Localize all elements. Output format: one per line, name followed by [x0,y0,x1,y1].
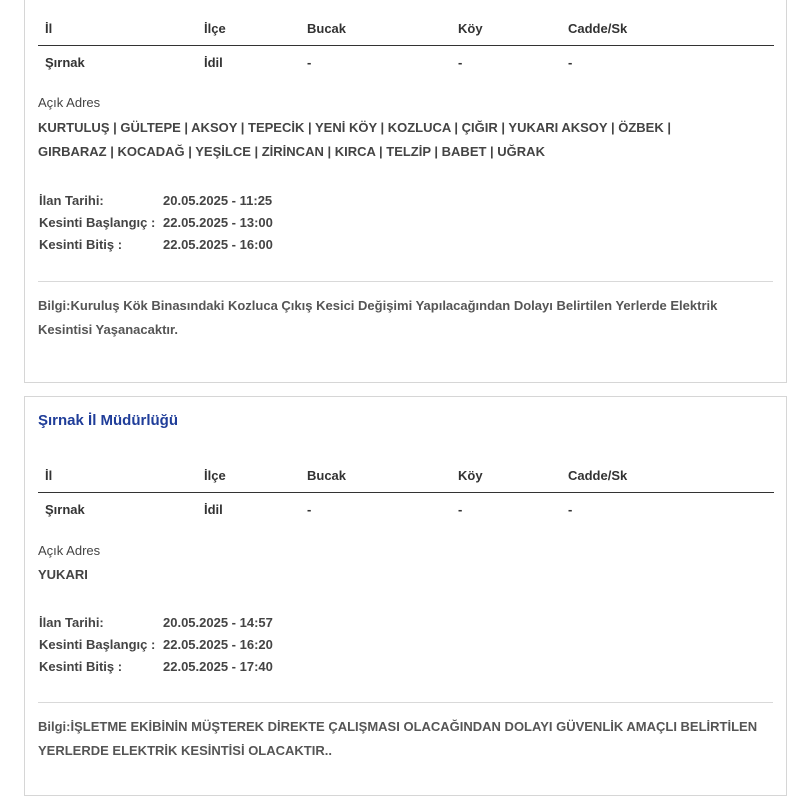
outage-notice-card [24,0,787,383]
date-row-announced [38,189,273,211]
header-district: İlçe [197,11,300,46]
info-text: Bilgi:İŞLETME EKİBİNİN MÜŞTEREK DİREKTE ÇALIŞMASI OLACAĞINDAN DOLAYI GÜVENLİK AMAÇLI BELİRTİLEN YERLERDE ELEKTRİK KESİNTİSİ OLACAKTIR.. [38,719,758,758]
header-province: İl [38,11,197,46]
cell-district: İdil [204,501,223,517]
cell-street: - [568,501,573,517]
announced-value: 20.05.2025 - 11:25 [163,192,273,208]
date-row-end [38,233,273,255]
end-label: Kesinti Bitiş : [39,236,123,252]
cell-village: - [458,54,463,70]
address-label: Açık Adres [38,95,101,110]
header-subdistrict: Bucak [300,11,451,46]
address-text: KURTULUŞ | GÜLTEPE | AKSOY | TEPECİK | YENİ KÖY | KOZLUCA | ÇIĞIR | YUKARI AKSOY | ÖZBEK | GIRBARAZ | KOCADAĞ | YEŞİLCE | ZİRİNCAN | KIRCA | TELZİP | BABET | UĞRAK [38,120,671,159]
location-table [38,458,774,525]
card-title: Şırnak İl Müdürlüğü [38,412,179,429]
header-subdistrict: Bucak [300,458,451,493]
cell-subdistrict: - [307,54,312,70]
start-value: 22.05.2025 - 13:00 [163,214,273,230]
info-text: Bilgi:Kuruluş Kök Binasındaki Kozluca Çıkış Kesici Değişimi Yapılacağından Dolayı Belirtilen Yerlerde Elektrik Kesintisi Yaşanacaktır. [38,298,718,337]
outage-notice-card [24,396,787,796]
address-label: Açık Adres [38,543,101,558]
dates-table [38,189,273,255]
date-row-start [38,211,273,233]
header-village: Köy [451,11,561,46]
date-row-announced [38,611,273,633]
location-table [38,11,774,78]
address-text: YUKARI [38,567,88,582]
table-header-row [38,458,774,493]
dates-table [38,611,273,677]
table-row [38,493,774,526]
header-province: İl [38,458,197,493]
header-district: İlçe [197,458,300,493]
end-value: 22.05.2025 - 16:00 [163,236,273,252]
end-value: 22.05.2025 - 17:40 [163,658,273,674]
announced-value: 20.05.2025 - 14:57 [163,614,273,630]
cell-province: Şırnak [45,54,85,70]
announced-label: İlan Tarihi: [39,192,104,208]
announced-label: İlan Tarihi: [39,614,104,630]
cell-street: - [568,54,573,70]
date-row-start [38,633,273,655]
divider [38,281,773,282]
header-street: Cadde/Sk [561,11,774,46]
table-row [38,46,774,79]
cell-district: İdil [204,54,223,70]
cell-village: - [458,501,463,517]
start-label: Kesinti Başlangıç : [39,636,156,652]
start-label: Kesinti Başlangıç : [39,214,156,230]
start-value: 22.05.2025 - 16:20 [163,636,273,652]
table-header-row [38,11,774,46]
cell-province: Şırnak [45,501,85,517]
cell-subdistrict: - [307,501,312,517]
header-village: Köy [451,458,561,493]
date-row-end [38,655,273,677]
header-street: Cadde/Sk [561,458,774,493]
divider [38,702,773,703]
end-label: Kesinti Bitiş : [39,658,123,674]
